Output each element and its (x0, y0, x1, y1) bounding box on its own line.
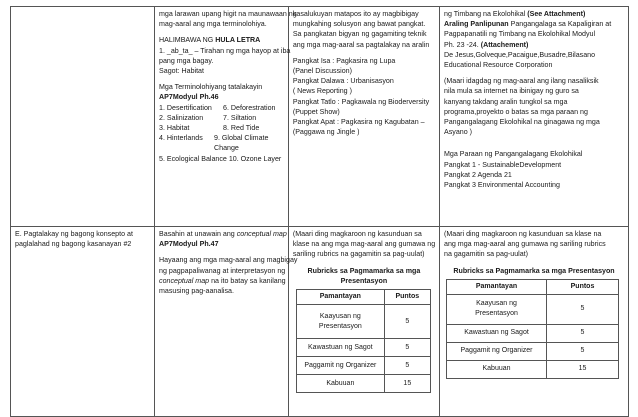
rubric-points: 5 (384, 357, 430, 375)
rubric-criterion: Kabuuan (296, 375, 384, 393)
table-row (447, 324, 619, 342)
group-line: Pangkat Isa : Pagkasira ng Lupa (292, 56, 396, 65)
term-item: 3. Habitat (159, 124, 190, 133)
text-line: kanyang takdang aralin tungkol sa mga (444, 97, 568, 106)
term-list (159, 113, 284, 123)
text-line: Pagpapanatili ng Timbang na Ekolohikal Modyul (444, 30, 596, 39)
rubric-points: 5 (547, 324, 619, 342)
term-list (159, 123, 284, 133)
rubric-points: 15 (547, 360, 619, 378)
row2-activity-cell (155, 227, 298, 417)
section-label: paglalahad ng bagong kasanayan #2 (15, 240, 132, 249)
answer-line: Sagot: Habitat (159, 67, 204, 76)
table-row (296, 339, 430, 357)
group-line: ( News Reporting ) (292, 87, 352, 96)
rubric-header: Puntos (384, 290, 430, 305)
text-line: masusing pag-aanalisa. (159, 287, 234, 296)
table-row (447, 342, 619, 360)
text-line: kasalukuyan matapos ito ay magbibigay (292, 10, 419, 18)
rubric-criterion: Paggamit ng Organizer (447, 342, 547, 360)
text-line: nila mula sa internet na ibinigay ng guro sa (444, 87, 579, 96)
rubric-title: Rubricks sa Pagmamarka sa mga (307, 266, 421, 275)
term-item: 8. Red Tide (223, 124, 260, 133)
text-line: ng pagpapaliwanag at interpretasyon ng (159, 266, 286, 275)
rubric-points: 5 (384, 339, 430, 357)
lesson-plan-table (10, 6, 629, 417)
term-item: 4. Hinterlands (159, 134, 203, 143)
hula-letra-heading: HALIMBAWA NG HULA LETRA (159, 36, 261, 45)
text-line: Ph. 23 -24. (Attachement) (444, 40, 529, 49)
text-line: Pangangalagang Ekolohikal na ginagawa ng mga (444, 118, 600, 127)
text-line: Araling Panlipunan Pangangalaga sa Kapaligiran at (444, 20, 612, 29)
text-line: ang mga mag-aaral ang gumawa ng sariling rubrics (444, 240, 606, 249)
rubric-table (296, 289, 431, 393)
row1-reference-cell (440, 7, 629, 227)
text-line: ng Timbang na Ekolohikal (See Attachment) (444, 10, 586, 18)
row1-activity-cell (155, 7, 297, 227)
rubric-criterion: Kabuuan (447, 360, 547, 378)
rubric-points: 5 (547, 342, 619, 360)
text-line: (Maari idagdag ng mag-aaral ang ilang nasaliksik (444, 77, 599, 86)
text-line: sariling rubrics na gagamitin sa pag-uulat) (292, 250, 425, 259)
text-line: Hayaang ang mga mag-aaral ang magbigay (159, 256, 298, 265)
text-line: ang mga mag-aaral sa pagtalakay na aralin (292, 40, 430, 49)
term-list (159, 133, 284, 153)
text-line: Pangkat 3 Environmental Accounting (444, 181, 560, 190)
text-line: Basahin at unawain ang conceptual map (159, 230, 287, 238)
group-line: (Puppet Show) (292, 107, 340, 116)
row2-rubric-cell (288, 227, 439, 417)
rubric-header: Pamantayan (296, 290, 384, 305)
text-line: (Maari ding magkaroon ng kasunduan sa klase na (444, 230, 602, 238)
rubric-criterion: Kaayusan ng Presentasyon (296, 305, 384, 339)
group-line: (Paggawa ng Jingle ) (292, 128, 360, 137)
text-line: conceptual map na ito batay sa kanilang (159, 276, 286, 285)
rubric-criterion: Kawastuan ng Sagot (296, 339, 384, 357)
term-item: 9. Global Climate Change (214, 134, 269, 153)
rubric-criterion: Kawastuan ng Sagot (447, 324, 547, 342)
text-line: Mga Paraan ng Pangangalagang Ekolohikal (444, 150, 583, 159)
group-line: Pangkat Tatlo : Pagkawala ng Bioderversity (292, 97, 430, 106)
text-line: mag-aaral ang mga terminolohiya. (159, 20, 267, 29)
group-line: (Panel Discussion) (292, 67, 352, 76)
text-line: Pangkat 2 Agenda 21 (444, 170, 512, 179)
text-line: Educational Resource Corporation (444, 61, 553, 70)
rubric-criterion: Paggamit ng Organizer (296, 357, 384, 375)
rubric-header: Pamantayan (447, 279, 547, 294)
term-item: 1. Desertification (159, 103, 212, 112)
row1-group-cell (288, 7, 439, 227)
rubric-criterion: Kaayusan ng Presentasyon (447, 294, 547, 324)
text-line: mga larawan upang higit na maunawaan ng (159, 10, 297, 18)
rubric-points: 5 (384, 305, 430, 339)
module-reference: AP7Modyul Ph.47 (159, 240, 219, 249)
text-line: Sa pangkatan bigyan ng gagamiting teknik (292, 30, 427, 39)
rubric-points: 15 (384, 375, 430, 393)
term-item: 6. Deforestration (223, 103, 276, 112)
term-item: 2. Salinization (159, 113, 204, 122)
terms-intro: Mga Terminolohiyang tatalakayin (159, 83, 263, 92)
row2-rubric-cell (440, 227, 629, 417)
module-reference: AP7Modyul Ph.46 (159, 93, 219, 102)
rubric-points: 5 (547, 294, 619, 324)
text-line: pang mga bagay. (159, 56, 214, 65)
row2-label-cell (11, 227, 155, 417)
section-label: E. Pagtalakay ng bagong konsepto at (15, 230, 133, 238)
table-row (296, 375, 430, 393)
text-line: Pangkat 1 - SustainableDevelopment (444, 160, 562, 169)
table-row (447, 294, 619, 324)
text-line: mungkahing solusyon ang bawat pangkat. (292, 20, 426, 29)
text-line: Asyano ) (444, 128, 472, 137)
rubric-title: Rubricks sa Pagmamarka sa mga Presentasyon (453, 266, 615, 275)
table-row (296, 290, 430, 305)
text-line: De Jesus,Golveque,Pacaigue,Busadre,Bilasano (444, 50, 596, 59)
row1-label-cell (11, 7, 155, 227)
term-list (159, 103, 284, 113)
text-line: programa,proyekto o batas sa mga paraan ng (444, 107, 588, 116)
table-row (11, 7, 629, 227)
table-row (11, 227, 629, 417)
table-row (296, 305, 430, 339)
rubric-title: Presentasyon (340, 276, 388, 285)
table-row (447, 360, 619, 378)
term-item: 5. Ecological Balance 10. Ozone Layer (159, 154, 282, 163)
text-line: (Maari ding magkaroon ng kasunduan sa (292, 230, 422, 238)
rubric-header: Puntos (547, 279, 619, 294)
term-item: 7. Siltation (223, 113, 257, 122)
rubric-table (446, 279, 619, 379)
text-line: 1. _ab_ta_ – Tirahan ng mga hayop at iba (159, 46, 291, 55)
text-line: klase na ang mga mag-aaral ang gumawa ng (292, 240, 436, 249)
table-row (447, 279, 619, 294)
group-line: Pangkat Apat : Pagkasira ng Kagubatan – (292, 118, 425, 127)
group-line: Pangkat Dalawa : Urbanisasyon (292, 77, 394, 86)
table-row (296, 357, 430, 375)
text-line: na gagamitin sa pag-uulat) (444, 250, 528, 259)
